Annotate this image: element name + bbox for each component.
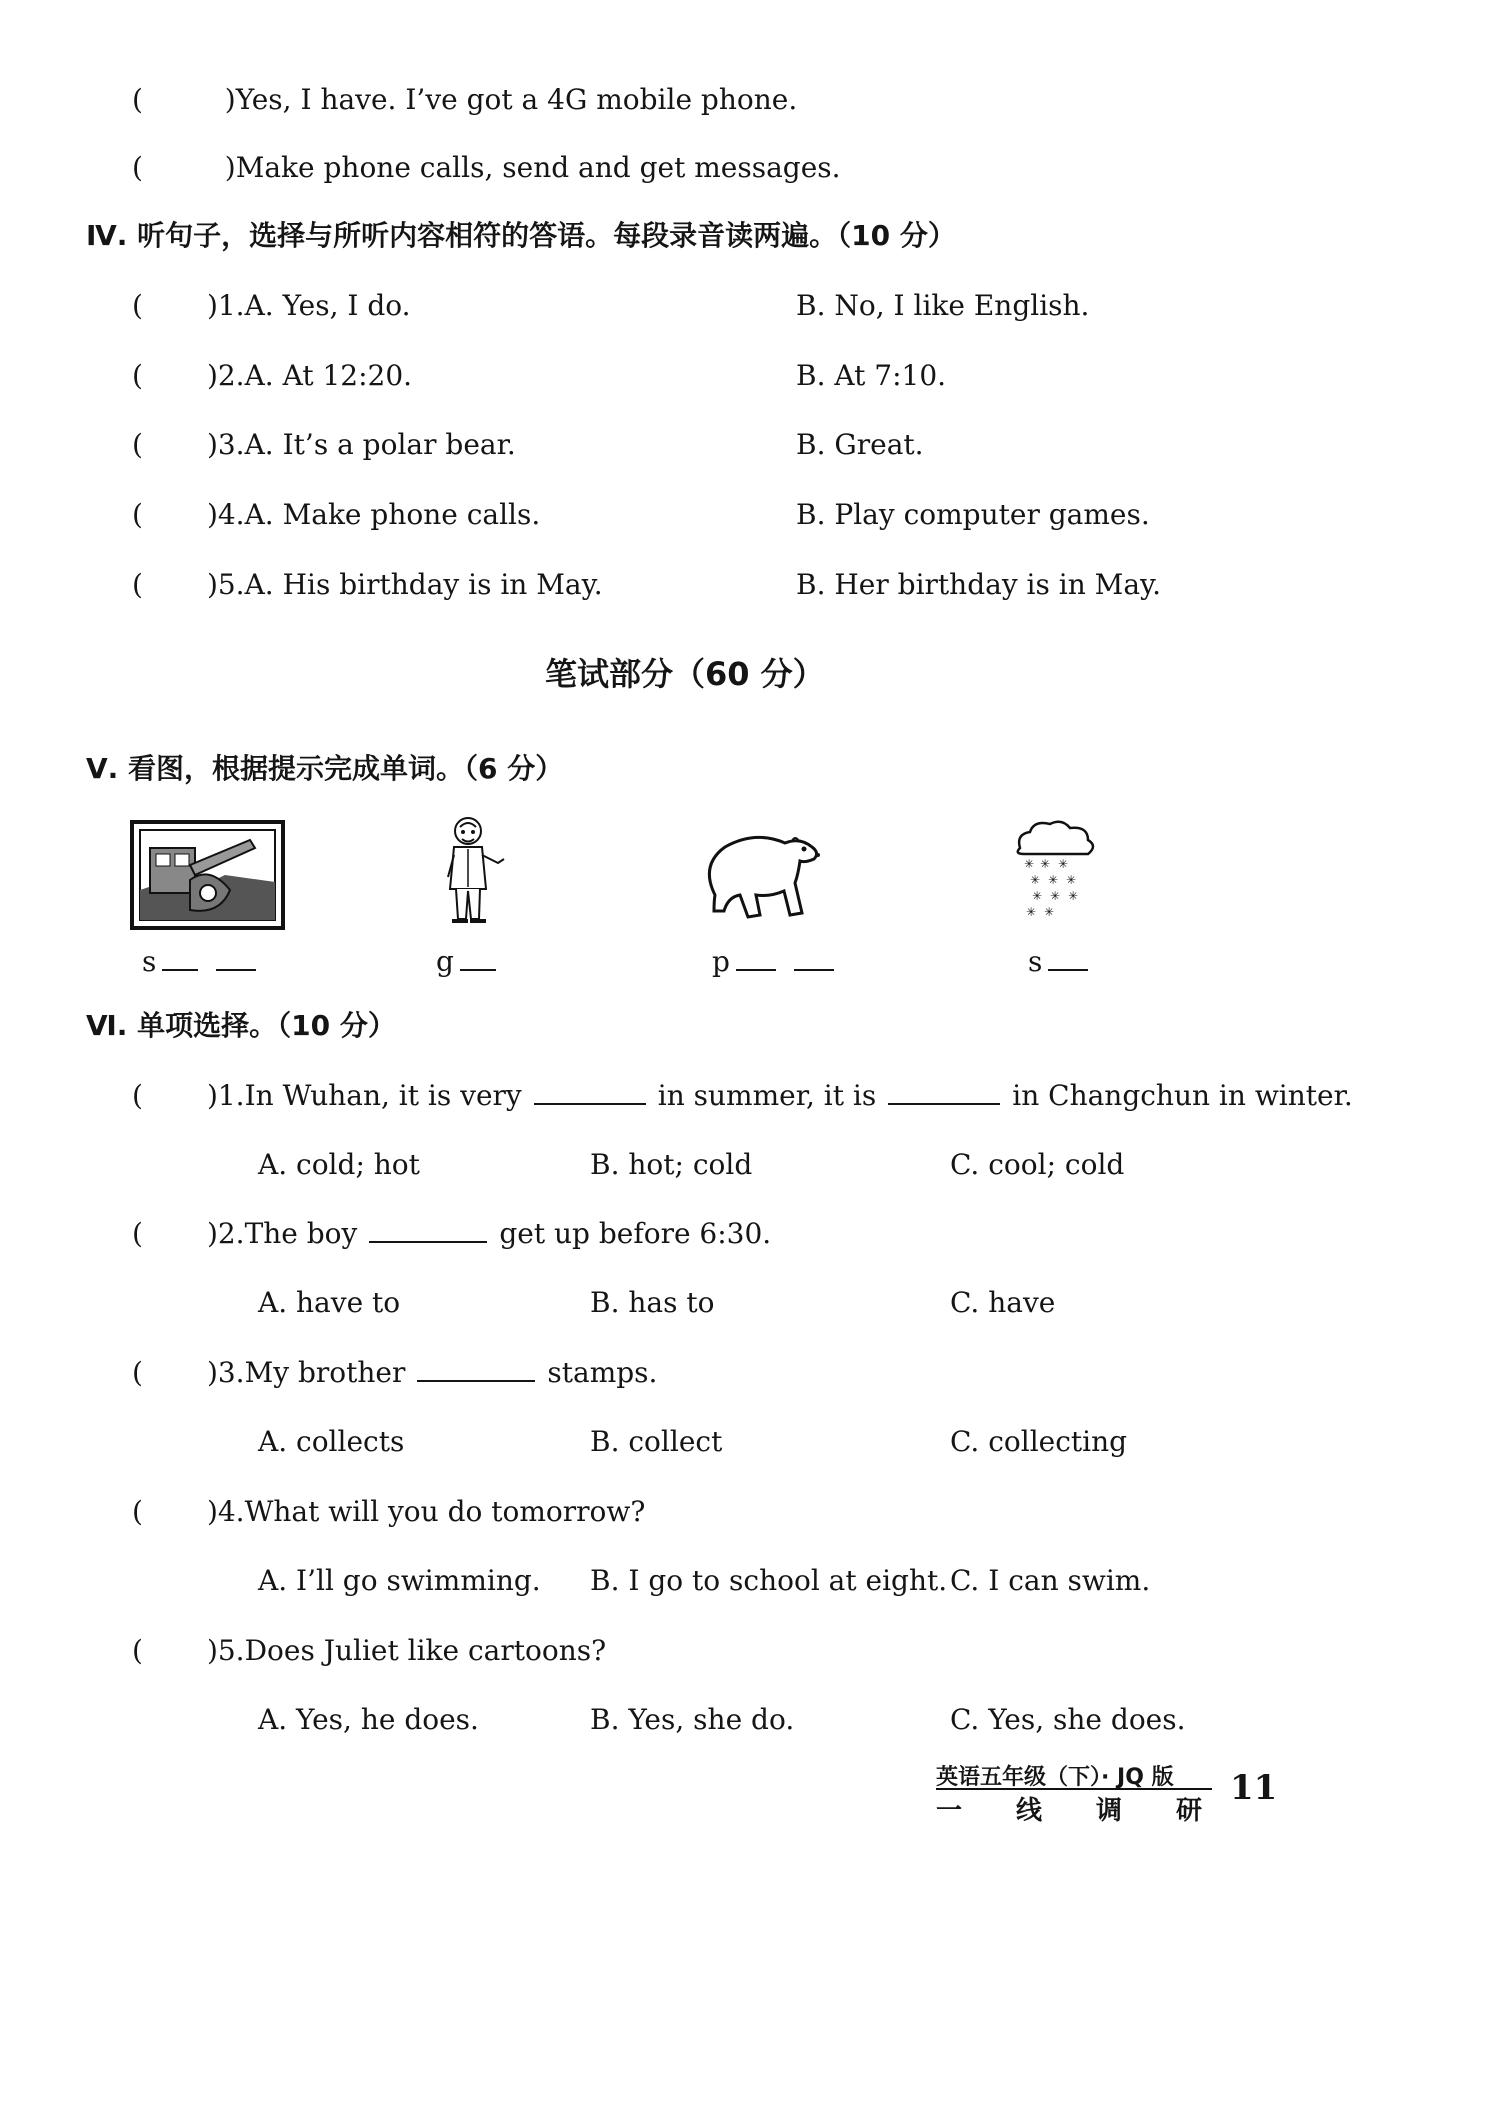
footer-series: 一 线 调 研: [936, 1796, 1217, 1826]
choice-option: B. Yes, she do.: [590, 1703, 795, 1736]
section-title: 笔试部分（60 分）: [545, 655, 825, 693]
word-hint: p: [712, 944, 840, 980]
svg-text:✳: ✳: [1044, 905, 1055, 919]
listening-question: [132, 567, 603, 603]
answer-paren[interactable]: (: [132, 1634, 143, 1667]
word-hint: s: [1028, 944, 1094, 980]
item-text: Make phone calls, send and get messages.: [235, 151, 841, 184]
page-number: 11: [1230, 1768, 1278, 1808]
choice-option: A. collects: [258, 1425, 405, 1458]
answer-paren[interactable]: (: [132, 1217, 143, 1250]
option-b: B. Her birthday is in May.: [796, 568, 1162, 601]
choice-option: C. collecting: [950, 1425, 1128, 1458]
choice-option: C. Yes, she does.: [950, 1703, 1186, 1736]
choice-option: A. have to: [258, 1286, 401, 1319]
item-text: Yes, I have. I’ve got a 4G mobile phone.: [235, 83, 798, 116]
question-number: )3.: [206, 1356, 245, 1389]
question-number: )5.: [206, 1634, 245, 1667]
choice-option: B. hot; cold: [590, 1148, 753, 1181]
subway-train-picture: [130, 820, 285, 934]
answer-paren[interactable]: (: [132, 151, 143, 184]
choice-option: C. have: [950, 1286, 1056, 1319]
answer-paren[interactable]: (: [132, 1079, 143, 1112]
choice-question: [132, 1494, 645, 1530]
svg-text:✳: ✳: [1050, 889, 1061, 903]
section-heading: Ⅵ. 单项选择。（10 分）: [86, 1009, 396, 1042]
answer-paren[interactable]: (: [132, 1495, 143, 1528]
letter-blank[interactable]: [794, 965, 834, 971]
option-a: A. His birthday is in May.: [244, 568, 603, 601]
question-text: My brother: [244, 1356, 406, 1389]
choice-option: A. I’ll go swimming.: [258, 1564, 541, 1597]
answer-blank[interactable]: [534, 1099, 646, 1105]
answer-paren[interactable]: (: [132, 498, 143, 531]
option-b: B. Great.: [796, 428, 924, 461]
svg-text:✳: ✳: [1058, 857, 1069, 871]
letter-blank[interactable]: [736, 965, 776, 971]
svg-text:✳: ✳: [1040, 857, 1051, 871]
section-heading: Ⅴ. 看图，根据提示完成单词。（6 分）: [86, 752, 564, 785]
option-b: B. No, I like English.: [796, 289, 1090, 322]
question-text: in Changchun in winter.: [1012, 1079, 1353, 1112]
answer-paren[interactable]: (: [132, 1356, 143, 1389]
option-b: B. Play computer games.: [796, 498, 1150, 531]
listening-item: ( )Yes, I have. I’ve got a 4G mobile phone.: [132, 83, 798, 116]
answer-paren[interactable]: (: [132, 359, 143, 392]
choice-question: [132, 1078, 1353, 1114]
option-a: A. It’s a polar bear.: [244, 428, 516, 461]
answer-paren[interactable]: (: [132, 289, 143, 322]
question-number: )2.: [206, 359, 245, 392]
question-number: )4.: [206, 1495, 245, 1528]
option-a: A. Make phone calls.: [244, 498, 541, 531]
listening-question: [132, 427, 516, 463]
choice-question: [132, 1633, 606, 1669]
listening-item: ( )Make phone calls, send and get messages.: [132, 151, 841, 184]
question-text: In Wuhan, it is very: [244, 1079, 522, 1112]
choice-option: B. I go to school at eight.: [590, 1564, 948, 1597]
answer-blank[interactable]: [888, 1099, 1000, 1105]
question-text: What will you do tomorrow?: [244, 1495, 646, 1528]
polar-bear-picture: [700, 825, 825, 929]
choice-option: A. Yes, he does.: [258, 1703, 479, 1736]
question-number: )5.: [206, 568, 245, 601]
word-hint: s: [142, 944, 262, 980]
question-number: )1.: [206, 1079, 245, 1112]
option-a: A. At 12:20.: [244, 359, 413, 392]
choice-question: [132, 1355, 657, 1391]
question-text: get up before 6:30.: [499, 1217, 772, 1250]
choice-question: [132, 1216, 771, 1252]
choice-option: B. collect: [590, 1425, 723, 1458]
question-number: )3.: [206, 428, 245, 461]
svg-text:✳: ✳: [1048, 873, 1059, 887]
letter-blank[interactable]: [460, 965, 496, 971]
option-a: A. Yes, I do.: [244, 289, 411, 322]
answer-blank[interactable]: [369, 1237, 487, 1243]
letter-blank[interactable]: [1048, 965, 1088, 971]
svg-text:✳: ✳: [1032, 889, 1043, 903]
snow-cloud-picture: [1010, 818, 1100, 932]
option-b: B. At 7:10.: [796, 359, 947, 392]
question-text: stamps.: [547, 1356, 658, 1389]
svg-text:✳: ✳: [1066, 873, 1077, 887]
answer-paren[interactable]: (: [132, 568, 143, 601]
letter-blank[interactable]: [216, 965, 256, 971]
answer-paren[interactable]: (: [132, 83, 143, 116]
listening-question: [132, 288, 411, 324]
listening-question: [132, 497, 540, 533]
choice-option: C. I can swim.: [950, 1564, 1151, 1597]
svg-text:✳: ✳: [1068, 889, 1079, 903]
question-text: in summer, it is: [657, 1079, 877, 1112]
svg-text:✳: ✳: [1026, 905, 1037, 919]
choice-option: A. cold; hot: [258, 1148, 420, 1181]
svg-text:✳: ✳: [1024, 857, 1035, 871]
question-text: Does Juliet like cartoons?: [244, 1634, 607, 1667]
grandpa-picture: [440, 815, 520, 934]
answer-paren[interactable]: (: [132, 428, 143, 461]
listening-question: [132, 358, 412, 394]
footer-book-label: 英语五年级（下）· JQ 版: [936, 1765, 1174, 1790]
word-hint: g: [436, 944, 502, 980]
answer-blank[interactable]: [417, 1376, 535, 1382]
question-number: )1.: [206, 289, 245, 322]
choice-option: C. cool; cold: [950, 1148, 1125, 1181]
svg-text:✳: ✳: [1030, 873, 1041, 887]
section-heading: Ⅳ. 听句子，选择与所听内容相符的答语。每段录音读两遍。（10 分）: [86, 219, 956, 252]
question-number: )2.: [206, 1217, 245, 1250]
question-text: The boy: [244, 1217, 358, 1250]
letter-blank[interactable]: [162, 965, 198, 971]
choice-option: B. has to: [590, 1286, 715, 1319]
question-number: )4.: [206, 498, 245, 531]
